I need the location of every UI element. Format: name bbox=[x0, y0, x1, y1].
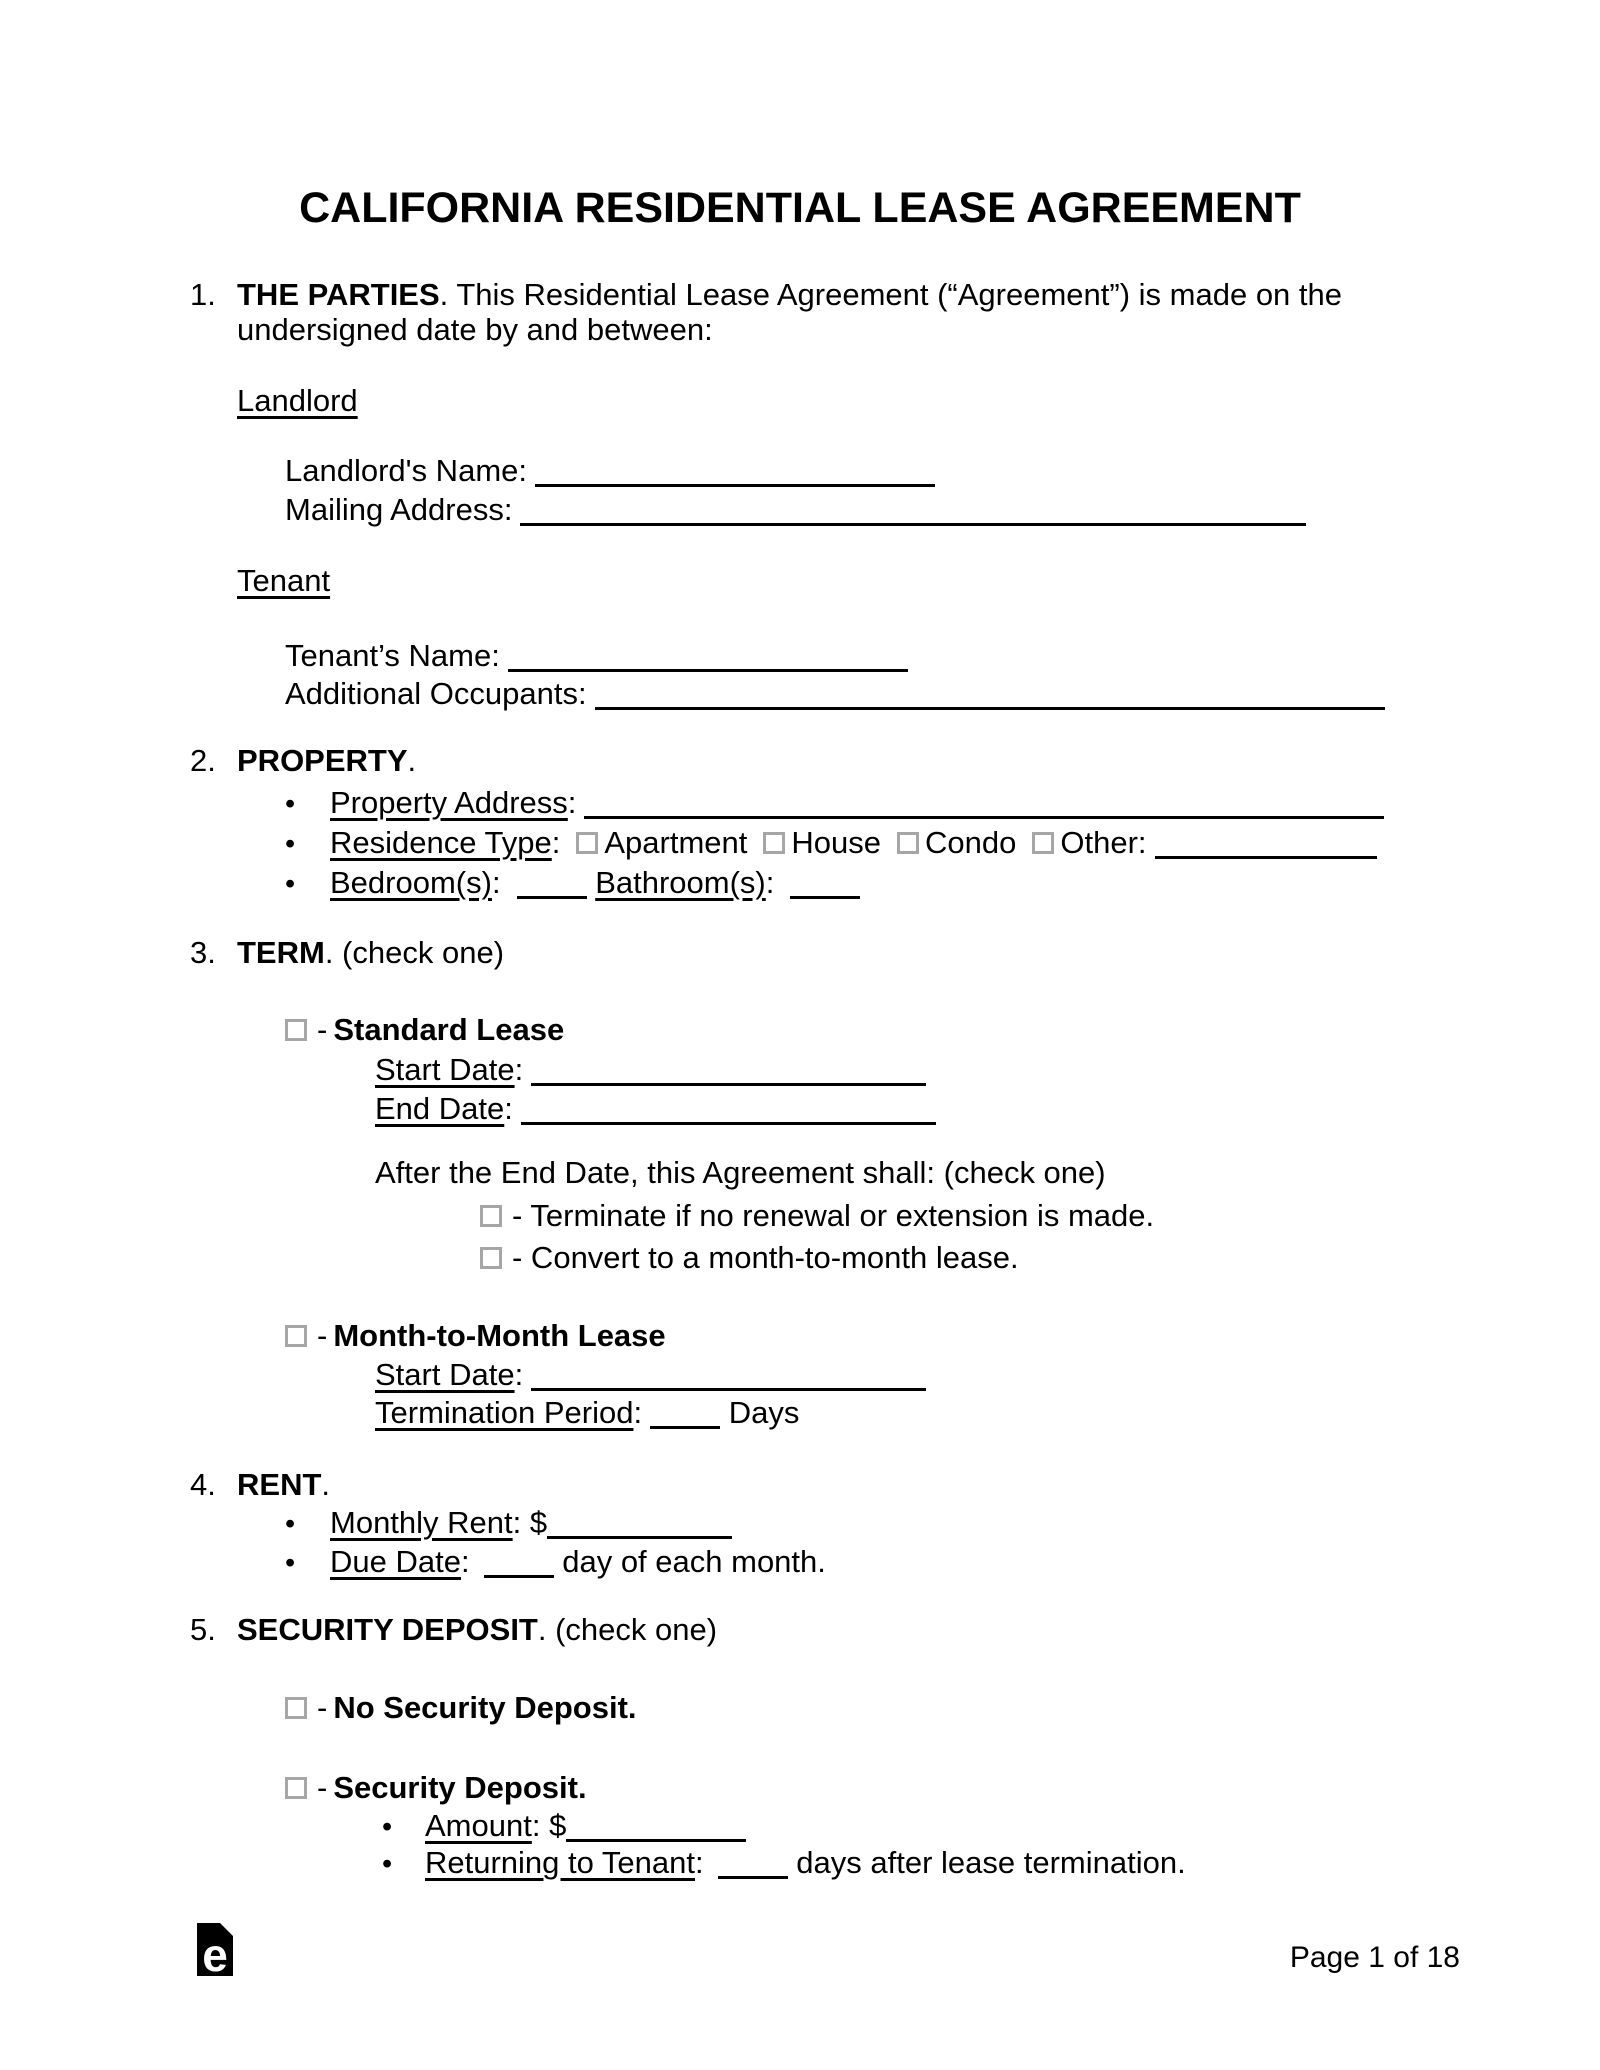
standard-lease-line bbox=[285, 1010, 564, 1049]
landlord-header-label: Landlord bbox=[237, 383, 358, 418]
eforms-logo-letter: e bbox=[202, 1929, 228, 1982]
returning-to-tenant-label: Returning to Tenant bbox=[425, 1845, 696, 1880]
returning-to-tenant-line bbox=[382, 1843, 1186, 1884]
section-1-number: 1. bbox=[190, 277, 216, 312]
convert-option-line bbox=[480, 1238, 1019, 1277]
section-3-heading: TERM bbox=[237, 935, 325, 970]
bullet-icon: • bbox=[285, 828, 296, 860]
colon: : bbox=[765, 865, 775, 900]
section-5-heading-suffix: . (check one) bbox=[537, 1612, 718, 1647]
due-date-label: Due Date bbox=[330, 1544, 461, 1579]
bullet-icon: • bbox=[382, 1811, 393, 1843]
bullet-icon: • bbox=[382, 1848, 393, 1880]
option-apartment-label: Apartment bbox=[604, 825, 748, 860]
due-date-line bbox=[285, 1542, 826, 1583]
bullet-icon: • bbox=[285, 1508, 296, 1540]
section-5-heading: SECURITY DEPOSIT bbox=[237, 1612, 538, 1647]
checkbox-condo[interactable] bbox=[897, 832, 919, 854]
end-date-blank[interactable] bbox=[521, 1096, 936, 1125]
checkbox-month-to-month[interactable] bbox=[285, 1325, 307, 1347]
section-4-heading-period: . bbox=[321, 1467, 331, 1502]
days-suffix: Days bbox=[728, 1395, 800, 1430]
colon: : bbox=[512, 1505, 522, 1540]
section-1-intro-line2: undersigned date by and between: bbox=[237, 312, 713, 347]
colon: : bbox=[531, 1808, 541, 1843]
section-2-heading-line bbox=[190, 741, 416, 780]
m2m-start-date-label: Start Date bbox=[375, 1357, 515, 1392]
checkbox-apartment[interactable] bbox=[576, 832, 598, 854]
section-3-number: 3. bbox=[190, 935, 216, 970]
checkbox-standard-lease[interactable] bbox=[285, 1019, 307, 1041]
tenant-header bbox=[237, 561, 330, 600]
dash: - bbox=[317, 1012, 328, 1047]
colon: : bbox=[695, 1845, 704, 1880]
checkbox-other[interactable] bbox=[1032, 832, 1054, 854]
document-title: CALIFORNIA RESIDENTIAL LEASE AGREEMENT bbox=[299, 184, 1301, 232]
dash: - bbox=[317, 1318, 328, 1353]
dash: - bbox=[317, 1770, 328, 1805]
returning-blank[interactable] bbox=[718, 1850, 788, 1879]
landlord-header bbox=[237, 381, 358, 420]
tenant-name-line bbox=[285, 636, 908, 675]
section-3-heading-suffix: . (check one) bbox=[324, 935, 505, 970]
colon: : bbox=[514, 1052, 524, 1087]
mailing-address-line bbox=[285, 490, 1306, 529]
checkbox-house[interactable] bbox=[763, 832, 785, 854]
start-date-label: Start Date bbox=[375, 1052, 515, 1087]
no-security-deposit-label: No Security Deposit. bbox=[333, 1690, 637, 1725]
section-1-heading-line bbox=[190, 275, 1342, 314]
standard-end-date-line bbox=[375, 1089, 936, 1128]
colon: : bbox=[633, 1395, 643, 1430]
residence-type-line bbox=[285, 823, 1377, 864]
section-2-heading: PROPERTY bbox=[237, 743, 408, 778]
section-4-heading-line bbox=[190, 1465, 330, 1504]
section-1-intro: . This Residential Lease Agreement (“Agreement”) is made on the bbox=[439, 277, 1343, 312]
mailing-address-label: Mailing Address: bbox=[285, 492, 513, 527]
additional-occupants-label: Additional Occupants: bbox=[285, 676, 587, 711]
m2m-start-date-line bbox=[375, 1355, 926, 1394]
section-2-heading-period: . bbox=[407, 743, 417, 778]
termination-period-line bbox=[375, 1393, 799, 1432]
landlord-name-blank[interactable] bbox=[535, 458, 935, 487]
colon: : bbox=[460, 1544, 470, 1579]
bathrooms-label: Bathroom(s) bbox=[595, 865, 766, 900]
no-security-deposit-line bbox=[285, 1688, 637, 1727]
checkbox-no-security-deposit[interactable] bbox=[285, 1697, 307, 1719]
standard-lease-label: Standard Lease bbox=[333, 1012, 565, 1047]
colon: : bbox=[504, 1091, 513, 1126]
security-deposit-label: Security Deposit. bbox=[333, 1770, 587, 1805]
tenant-header-label: Tenant bbox=[237, 563, 331, 598]
section-3-heading-line bbox=[190, 933, 504, 972]
checkbox-security-deposit[interactable] bbox=[285, 1777, 307, 1799]
returning-suffix: days after lease termination. bbox=[796, 1845, 1186, 1880]
section-5-heading-line bbox=[190, 1610, 717, 1649]
bathrooms-blank[interactable] bbox=[790, 870, 860, 899]
tenant-name-label: Tenant’s Name: bbox=[285, 638, 500, 673]
checkbox-terminate[interactable] bbox=[480, 1205, 502, 1227]
dollar-sign: $ bbox=[529, 1505, 548, 1540]
bullet-icon: • bbox=[285, 788, 296, 820]
end-date-label: End Date bbox=[375, 1091, 505, 1126]
monthly-rent-line bbox=[285, 1503, 732, 1544]
bedrooms-label: Bedroom(s) bbox=[330, 865, 492, 900]
security-deposit-line bbox=[285, 1768, 587, 1807]
month-to-month-label: Month-to-Month Lease bbox=[333, 1318, 666, 1353]
bedrooms-bathrooms-line bbox=[285, 863, 860, 904]
due-date-suffix: day of each month. bbox=[562, 1544, 826, 1579]
tenant-name-blank[interactable] bbox=[508, 643, 908, 672]
convert-option-label: - Convert to a month-to-month lease. bbox=[512, 1240, 1019, 1275]
landlord-name-line bbox=[285, 451, 935, 490]
dash: - bbox=[317, 1690, 328, 1725]
colon: : bbox=[567, 785, 577, 820]
bedrooms-blank[interactable] bbox=[517, 870, 587, 899]
amount-label: Amount bbox=[425, 1808, 532, 1843]
termination-period-blank[interactable] bbox=[650, 1400, 720, 1429]
option-house-label: House bbox=[791, 825, 881, 860]
mailing-address-blank[interactable] bbox=[520, 497, 1306, 526]
due-date-blank[interactable] bbox=[484, 1549, 554, 1578]
section-2-number: 2. bbox=[190, 743, 216, 778]
month-to-month-line bbox=[285, 1316, 666, 1355]
property-address-blank[interactable] bbox=[584, 790, 1384, 819]
property-address-line bbox=[285, 783, 1384, 824]
residence-type-label: Residence Type bbox=[330, 825, 552, 860]
section-1-heading: THE PARTIES bbox=[237, 277, 440, 312]
bullet-icon: • bbox=[285, 1547, 296, 1579]
option-condo-label: Condo bbox=[925, 825, 1017, 860]
terminate-option-line bbox=[480, 1196, 1154, 1235]
additional-occupants-line bbox=[285, 674, 1385, 713]
section-5-number: 5. bbox=[190, 1612, 216, 1647]
landlord-name-label: Landlord's Name: bbox=[285, 453, 527, 488]
monthly-rent-blank[interactable] bbox=[547, 1510, 732, 1539]
after-end-date-text: After the End Date, this Agreement shall: (check one) bbox=[375, 1155, 1106, 1190]
termination-period-label: Termination Period bbox=[375, 1395, 634, 1430]
start-date-blank[interactable] bbox=[531, 1057, 926, 1086]
property-address-label: Property Address bbox=[330, 785, 568, 820]
option-other-label: Other: bbox=[1060, 825, 1147, 860]
monthly-rent-label: Monthly Rent bbox=[330, 1505, 513, 1540]
amount-blank[interactable] bbox=[566, 1813, 746, 1842]
colon: : bbox=[551, 825, 561, 860]
amount-line bbox=[382, 1806, 746, 1847]
colon: : bbox=[491, 865, 501, 900]
checkbox-convert[interactable] bbox=[480, 1247, 502, 1269]
page-number: Page 1 of 18 bbox=[1289, 1941, 1460, 1974]
eforms-logo bbox=[197, 1923, 233, 1982]
bullet-icon: • bbox=[285, 868, 296, 900]
section-4-number: 4. bbox=[190, 1467, 216, 1502]
section-4-heading: RENT bbox=[237, 1467, 322, 1502]
additional-occupants-blank[interactable] bbox=[595, 681, 1385, 710]
terminate-option-label: - Terminate if no renewal or extension is made. bbox=[512, 1198, 1155, 1233]
colon: : bbox=[514, 1357, 524, 1392]
other-blank[interactable] bbox=[1155, 830, 1377, 859]
m2m-start-date-blank[interactable] bbox=[531, 1362, 926, 1391]
standard-start-date-line bbox=[375, 1050, 926, 1089]
dollar-sign: $ bbox=[549, 1808, 567, 1843]
